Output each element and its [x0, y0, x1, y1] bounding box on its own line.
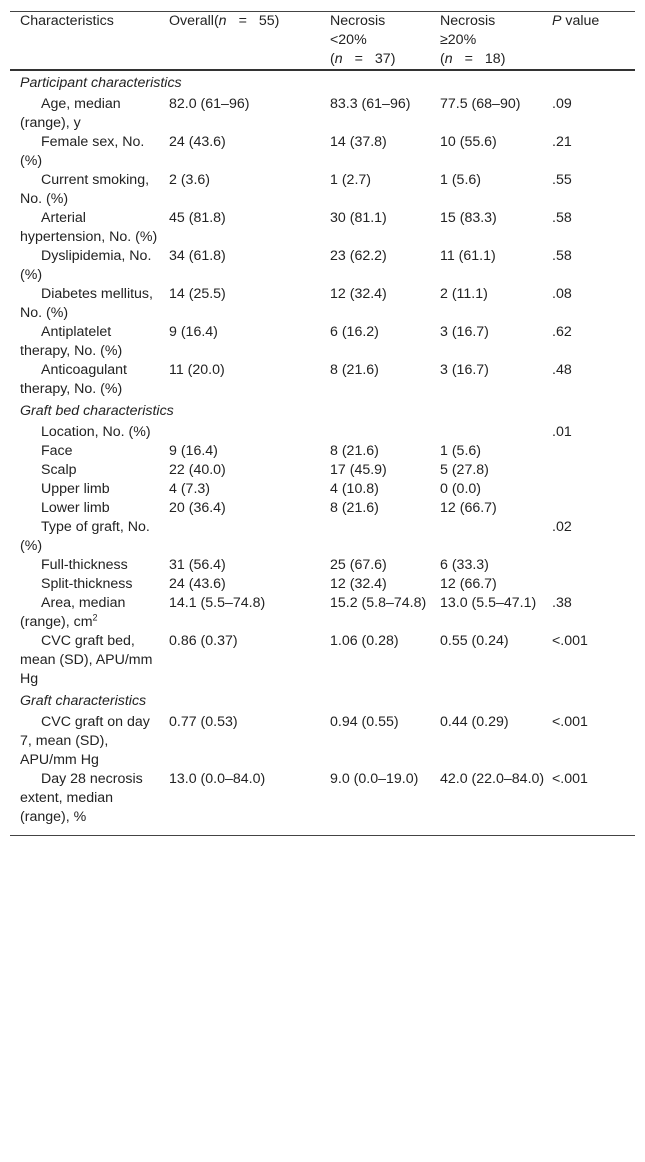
cell-pvalue: .58 — [552, 210, 572, 226]
row-label-text: CVC graft bed, mean (SD), APU/mm Hg — [20, 633, 153, 687]
cell-necrosis-lt20: 12 (32.4) — [330, 286, 387, 302]
cell-necrosis-ge20: 11 (61.1) — [440, 248, 496, 264]
cell-overall: 22 (40.0) — [169, 462, 226, 478]
cell-necrosis-lt20: 30 (81.1) — [330, 210, 387, 226]
cell-overall: 0.86 (0.37) — [169, 633, 238, 649]
necrosis-lt-eq: = — [354, 51, 363, 67]
cell-necrosis-lt20: 25 (67.6) — [330, 557, 387, 573]
row-label — [10, 323, 169, 361]
cell-necrosis-ge20: 6 (33.3) — [440, 557, 489, 573]
cell-overall: 82.0 (61–96) — [169, 96, 250, 112]
row-label-text: Lower limb — [41, 500, 110, 516]
cell-necrosis-ge20: 3 (16.7) — [440, 362, 489, 378]
row-label — [10, 713, 169, 770]
col-header-overall — [169, 12, 330, 71]
cell-pvalue: .38 — [552, 595, 572, 611]
cell-overall: 31 (56.4) — [169, 557, 226, 573]
row-label — [10, 423, 169, 442]
cell-pvalue — [552, 461, 635, 480]
cell-necrosis-lt20: 1 (2.7) — [330, 172, 372, 188]
row-label — [10, 632, 169, 689]
table-row — [10, 770, 635, 836]
row-label — [10, 575, 169, 594]
overall-eq: = — [238, 13, 247, 29]
section-row-participant — [10, 70, 635, 95]
row-label-text: Current smoking, No. (%) — [20, 172, 150, 207]
cell-necrosis-lt20: 0.94 (0.55) — [330, 714, 399, 730]
table-body — [10, 70, 635, 836]
row-label — [10, 480, 169, 499]
cell-necrosis-ge20 — [440, 423, 552, 442]
section-title: Participant characteristics — [20, 75, 182, 91]
necrosis-lt-line1: Necrosis — [330, 13, 386, 29]
cell-pvalue — [552, 499, 635, 518]
cell-pvalue: <.001 — [552, 714, 588, 730]
row-label-text: Split-thickness — [41, 576, 133, 592]
table-header — [10, 12, 635, 71]
row-label — [10, 518, 169, 556]
cell-pvalue: .08 — [552, 286, 572, 302]
cell-overall — [169, 518, 330, 556]
cell-overall: 20 (36.4) — [169, 500, 226, 516]
row-label — [10, 209, 169, 247]
row-label-text: Full-thickness — [41, 557, 128, 573]
cell-necrosis-lt20: 23 (62.2) — [330, 248, 387, 264]
cell-overall: 4 (7.3) — [169, 481, 211, 497]
cell-overall — [169, 423, 330, 442]
cell-necrosis-lt20 — [330, 423, 440, 442]
cell-overall: 14.1 (5.5–74.8) — [169, 595, 266, 611]
table-row — [10, 594, 635, 632]
table-row — [10, 171, 635, 209]
cell-necrosis-ge20: 15 (83.3) — [440, 210, 497, 226]
cell-overall: 13.0 (0.0–84.0) — [169, 770, 330, 836]
characteristics-table — [10, 11, 635, 836]
pvalue-p: P — [552, 13, 562, 29]
table-row — [10, 247, 635, 285]
cell-necrosis-lt20: 8 (21.6) — [330, 443, 379, 459]
cell-necrosis-lt20: 15.2 (5.8–74.8) — [330, 595, 427, 611]
cell-necrosis-lt20: 83.3 (61–96) — [330, 96, 411, 112]
cell-necrosis-lt20: 8 (21.6) — [330, 500, 379, 516]
cell-necrosis-ge20: 13.0 (5.5–47.1) — [440, 595, 537, 611]
cell-overall: 0.77 (0.53) — [169, 714, 238, 730]
cell-necrosis-ge20: 10 (55.6) — [440, 134, 497, 150]
row-label-text: Location, No. (%) — [41, 424, 151, 440]
necrosis-lt-open: ( — [330, 51, 335, 67]
table-row — [10, 285, 635, 323]
row-label-text: CVC graft on day 7, mean (SD), APU/mm Hg — [20, 714, 150, 768]
section-title: Graft bed characteristics — [20, 403, 174, 419]
col-header-necrosis-ge20 — [440, 12, 552, 71]
table-row — [10, 518, 635, 556]
cell-necrosis-ge20: 5 (27.8) — [440, 462, 489, 478]
cell-necrosis-ge20: 0 (0.0) — [440, 481, 482, 497]
col-header-characteristics: Characteristics — [10, 12, 169, 71]
cell-pvalue: .02 — [552, 519, 572, 535]
table-row — [10, 133, 635, 171]
cell-necrosis-lt20: 9.0 (0.0–19.0) — [330, 770, 440, 836]
row-label-text: Diabetes mellitus, No. (%) — [20, 286, 153, 321]
row-label — [10, 247, 169, 285]
row-label-text: Female sex, No. (%) — [20, 134, 145, 169]
table-row — [10, 480, 635, 499]
cell-necrosis-ge20: 1 (5.6) — [440, 443, 482, 459]
row-label — [10, 133, 169, 171]
cell-overall: 9 (16.4) — [169, 324, 218, 340]
row-label — [10, 770, 169, 836]
row-label — [10, 171, 169, 209]
table-row — [10, 632, 635, 689]
necrosis-ge-line2: ≥20% — [440, 32, 477, 48]
necrosis-ge-line1: Necrosis — [440, 13, 496, 29]
cell-pvalue — [552, 442, 635, 461]
row-label — [10, 361, 169, 399]
cell-necrosis-lt20: 1.06 (0.28) — [330, 633, 399, 649]
col-header-pvalue — [552, 12, 635, 71]
row-label-text: Type of graft, No. (%) — [20, 519, 150, 554]
cell-overall: 24 (43.6) — [169, 134, 226, 150]
table-row — [10, 423, 635, 442]
section-row-graft-bed — [10, 399, 635, 423]
table-row — [10, 361, 635, 399]
cell-necrosis-ge20 — [440, 518, 552, 556]
overall-label: Overall( — [169, 13, 219, 29]
necrosis-lt-n: n — [334, 51, 343, 67]
table-row — [10, 575, 635, 594]
cell-overall: 45 (81.8) — [169, 210, 226, 226]
cell-pvalue: .55 — [552, 172, 572, 188]
cell-necrosis-ge20: 3 (16.7) — [440, 324, 489, 340]
row-label — [10, 461, 169, 480]
table-row — [10, 323, 635, 361]
cell-overall: 34 (61.8) — [169, 248, 226, 264]
row-label — [10, 285, 169, 323]
row-label — [10, 95, 169, 133]
row-label-text: Day 28 necrosis extent, median (range), % — [20, 771, 143, 825]
row-label-text: Scalp — [41, 462, 77, 478]
table-row — [10, 95, 635, 133]
pvalue-rest: value — [561, 13, 600, 29]
cell-necrosis-lt20 — [330, 518, 440, 556]
cell-necrosis-ge20: 12 (66.7) — [440, 576, 497, 592]
row-label — [10, 499, 169, 518]
table-row — [10, 461, 635, 480]
necrosis-ge-open: ( — [440, 51, 445, 67]
table-row — [10, 713, 635, 770]
necrosis-lt-line2: <20% — [330, 32, 367, 48]
row-label-text: Arterial hypertension, No. (%) — [20, 210, 158, 245]
cell-pvalue: .09 — [552, 96, 572, 112]
table-row — [10, 209, 635, 247]
section-title: Graft characteristics — [20, 693, 147, 709]
cell-pvalue — [552, 480, 635, 499]
cell-necrosis-lt20: 17 (45.9) — [330, 462, 387, 478]
col-header-necrosis-lt20 — [330, 12, 440, 71]
cell-pvalue — [552, 575, 635, 594]
cell-necrosis-ge20: 2 (11.1) — [440, 286, 488, 302]
section-row-graft — [10, 689, 635, 713]
table-row — [10, 442, 635, 461]
cell-necrosis-lt20: 4 (10.8) — [330, 481, 379, 497]
row-label-text: Dyslipidemia, No. (%) — [20, 248, 152, 283]
row-label-text: Area, median (range), cm — [20, 595, 126, 630]
cell-pvalue: <.001 — [552, 633, 588, 649]
row-label — [10, 442, 169, 461]
cell-pvalue: .48 — [552, 362, 572, 378]
necrosis-ge-value: 18) — [484, 51, 506, 67]
row-label-text: Age, median (range), y — [20, 96, 121, 131]
row-label — [10, 556, 169, 575]
cell-pvalue: .58 — [552, 248, 572, 264]
cell-necrosis-lt20: 14 (37.8) — [330, 134, 387, 150]
row-label-superscript: 2 — [92, 612, 98, 623]
cell-overall: 9 (16.4) — [169, 443, 218, 459]
necrosis-ge-eq: = — [464, 51, 473, 67]
cell-necrosis-lt20: 8 (21.6) — [330, 362, 379, 378]
necrosis-ge-n: n — [444, 51, 453, 67]
row-label — [10, 594, 169, 632]
necrosis-lt-value: 37) — [374, 51, 396, 67]
cell-necrosis-ge20: 77.5 (68–90) — [440, 96, 521, 112]
cell-overall: 11 (20.0) — [169, 362, 225, 378]
cell-necrosis-ge20: 1 (5.6) — [440, 172, 482, 188]
table-row — [10, 499, 635, 518]
row-label-text: Antiplatelet therapy, No. (%) — [20, 324, 123, 359]
cell-pvalue — [552, 556, 635, 575]
overall-n: n — [218, 13, 227, 29]
table-row — [10, 556, 635, 575]
cell-pvalue: <.001 — [552, 770, 635, 836]
cell-necrosis-ge20: 42.0 (22.0–84.0) — [440, 770, 552, 836]
cell-necrosis-ge20: 0.55 (0.24) — [440, 633, 509, 649]
cell-overall: 24 (43.6) — [169, 576, 226, 592]
cell-overall: 2 (3.6) — [169, 172, 211, 188]
cell-necrosis-lt20: 6 (16.2) — [330, 324, 379, 340]
cell-necrosis-lt20: 12 (32.4) — [330, 576, 387, 592]
row-label-text: Face — [41, 443, 73, 459]
row-label-text: Anticoagulant therapy, No. (%) — [20, 362, 127, 397]
cell-overall: 14 (25.5) — [169, 286, 226, 302]
cell-necrosis-ge20: 12 (66.7) — [440, 500, 497, 516]
row-label-text: Upper limb — [41, 481, 110, 497]
cell-necrosis-ge20: 0.44 (0.29) — [440, 714, 509, 730]
overall-value: 55) — [258, 13, 280, 29]
cell-pvalue: .01 — [552, 424, 572, 440]
cell-pvalue: .62 — [552, 324, 572, 340]
cell-pvalue: .21 — [552, 134, 572, 150]
